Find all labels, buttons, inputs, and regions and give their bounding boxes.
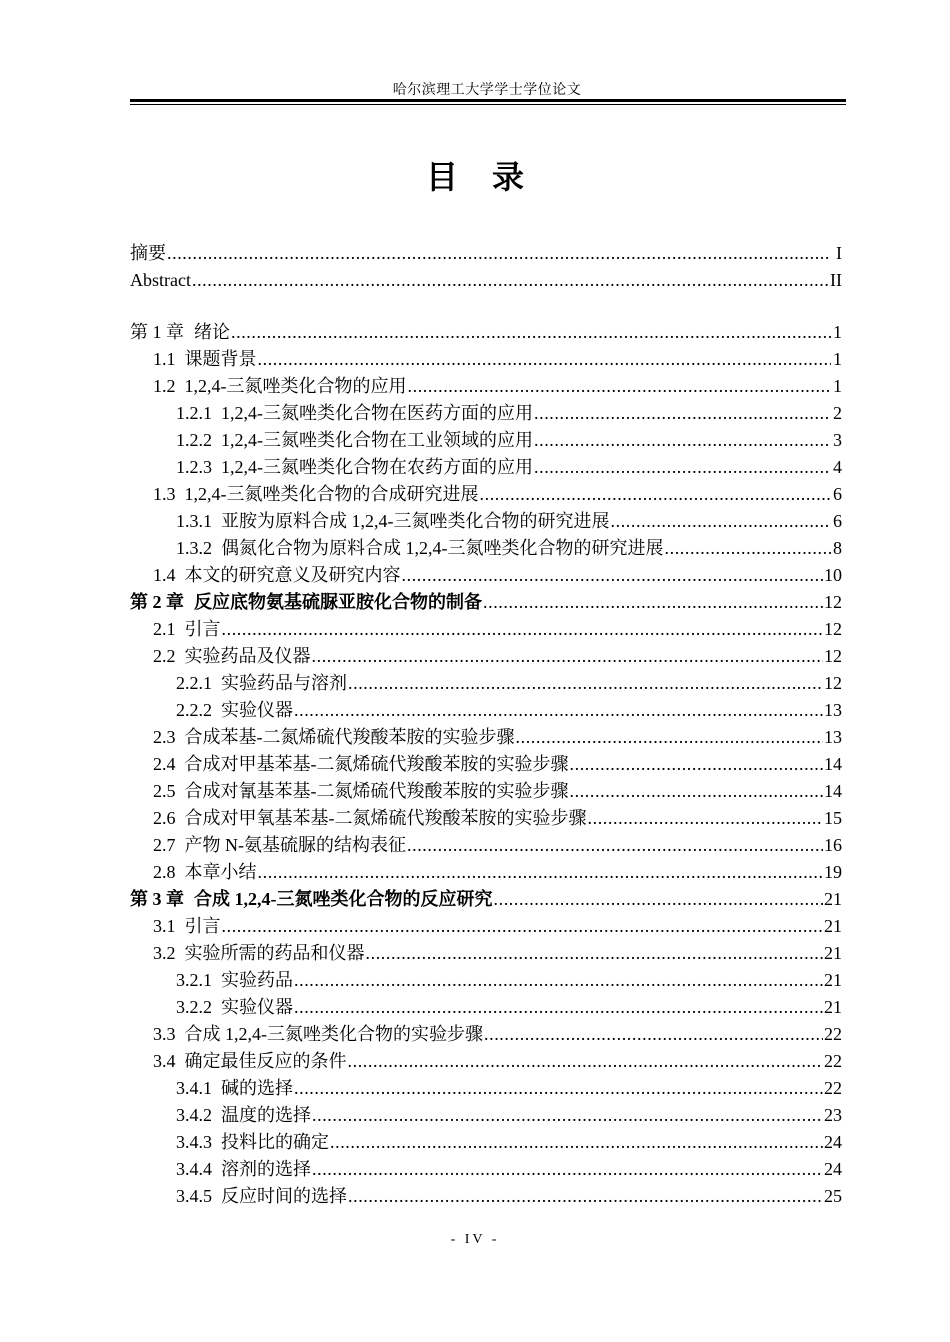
toc-entry-label: 反应时间的选择: [221, 1186, 347, 1206]
dot-leader: [258, 859, 824, 886]
toc-entry[interactable]: [130, 751, 842, 778]
dot-leader: [516, 724, 824, 751]
dot-leader: [570, 778, 824, 805]
toc-entry[interactable]: [130, 913, 842, 940]
toc-entry-number: 2.8: [153, 862, 176, 882]
toc-entry-page: 1: [833, 322, 842, 342]
dot-leader: [570, 751, 824, 778]
dot-leader: [665, 535, 832, 562]
toc-entry[interactable]: [130, 562, 842, 589]
dot-leader: [480, 481, 832, 508]
toc-entry-label: 实验药品及仪器: [184, 646, 311, 666]
dot-leader: [312, 1156, 823, 1183]
toc-entry[interactable]: [130, 1102, 842, 1129]
toc-entry-page: 23: [824, 1105, 842, 1125]
toc-entry-number: 2.7: [153, 835, 176, 855]
toc-entry-number: 2.6: [153, 808, 176, 828]
dot-leader: [494, 886, 824, 913]
dot-leader: [366, 940, 824, 967]
toc-entry-number: 1.1: [153, 349, 176, 369]
toc-entry[interactable]: [130, 481, 842, 508]
toc-entry[interactable]: [130, 346, 842, 373]
toc-entry-label: 溶剂的选择: [221, 1159, 311, 1179]
toc-entry-label: 摘要: [130, 243, 166, 263]
toc-entry-number: 3.4.3: [176, 1132, 212, 1152]
toc-entry-page: 6: [833, 511, 842, 531]
dot-leader: [408, 373, 832, 400]
dot-leader: [258, 346, 832, 373]
dot-leader: [534, 454, 831, 481]
toc-entry-page: 14: [824, 754, 842, 774]
toc-entry-number: 1.3.1: [176, 511, 212, 531]
toc-entry-label: 碱的选择: [221, 1078, 293, 1098]
toc-entry[interactable]: [130, 1021, 842, 1048]
toc-entry-number: 1.3: [153, 484, 176, 504]
toc-entry-page: 12: [824, 646, 842, 666]
toc-entry-page: 21: [824, 970, 842, 990]
toc-entry[interactable]: [130, 805, 842, 832]
toc-entry-page: 12: [824, 619, 842, 639]
toc-entry-label: 1,2,4-三氮唑类化合物在工业领域的应用: [221, 430, 533, 450]
toc-entry-page: 13: [824, 727, 842, 747]
toc-entry-page: 10: [824, 565, 842, 585]
toc-entry-label: 温度的选择: [221, 1105, 311, 1125]
dot-leader: [192, 267, 829, 294]
toc-entry-label: 引言: [184, 619, 221, 639]
dot-leader: [167, 240, 831, 267]
page-number: - IV -: [450, 1232, 500, 1247]
toc-entry[interactable]: [130, 1075, 842, 1102]
toc-entry[interactable]: [130, 994, 842, 1021]
toc-entry-label: Abstract: [130, 270, 191, 290]
toc-entry-number: 1.2.1: [176, 403, 212, 423]
toc-entry[interactable]: [130, 724, 842, 751]
toc-entry-label: 偶氮化合物为原料合成 1,2,4-三氮唑类化合物的研究进展: [221, 538, 664, 558]
toc-entry-page: II: [830, 270, 842, 290]
dot-leader: [348, 670, 823, 697]
toc-entry-number: 1.2.2: [176, 430, 212, 450]
dot-leader: [534, 427, 831, 454]
dot-leader: [294, 967, 823, 994]
toc-entry-number: 1.3.2: [176, 538, 212, 558]
toc-entry-label: 合成对氰基苯基-二氮烯硫代羧酸苯胺的实验步骤: [184, 781, 569, 801]
dot-leader: [407, 832, 823, 859]
toc-entry-number: 2.2.2: [176, 700, 212, 720]
toc-entry-label: 本文的研究意义及研究内容: [184, 565, 401, 585]
toc-entry-page: 22: [824, 1078, 842, 1098]
toc-entry[interactable]: [130, 427, 842, 454]
dot-leader: [222, 616, 824, 643]
dot-leader: [483, 589, 823, 616]
toc-entry-number: 2.2: [153, 646, 176, 666]
toc-entry-label: 课题背景: [184, 349, 257, 369]
toc-entry[interactable]: [130, 1048, 842, 1075]
toc-entry-label: 实验仪器: [221, 700, 293, 720]
toc-entry-number: 第 1 章: [130, 322, 184, 342]
toc-entry-page: 1: [833, 376, 842, 396]
toc-entry[interactable]: [130, 670, 842, 697]
toc-entry-number: 3.4.4: [176, 1159, 212, 1179]
toc-entry-label: 合成 1,2,4-三氮唑类化合物的实验步骤: [184, 1024, 483, 1044]
toc-entry-page: 12: [824, 673, 842, 693]
toc-entry[interactable]: [130, 373, 842, 400]
toc-entry-label: 实验药品与溶剂: [221, 673, 347, 693]
toc-entry-page: 4: [833, 457, 842, 477]
toc-entry-number: 3.4.2: [176, 1105, 212, 1125]
dot-leader: [231, 319, 831, 346]
toc-entry[interactable]: [130, 508, 842, 535]
toc-entry[interactable]: [130, 400, 842, 427]
toc-entry[interactable]: [130, 886, 842, 913]
page-header: 哈尔滨理工大学学士学位论文: [392, 83, 582, 98]
toc-entry-page: 16: [824, 835, 842, 855]
dot-leader: [312, 643, 824, 670]
toc-entry-label: 1,2,4-三氮唑类化合物在农药方面的应用: [221, 457, 533, 477]
toc-entry-number: 2.4: [153, 754, 176, 774]
toc-entry[interactable]: [130, 267, 842, 294]
toc-entry-label: 实验仪器: [221, 997, 293, 1017]
toc-entry-label: 实验所需的药品和仪器: [184, 943, 365, 963]
toc-entry-page: 12: [824, 592, 842, 612]
toc-entry-page: 21: [824, 889, 842, 909]
toc-entry-page: 8: [833, 538, 842, 558]
toc-entry-label: 合成 1,2,4-三氮唑类化合物的反应研究: [194, 889, 493, 909]
toc-entry-label: 1,2,4-三氮唑类化合物的合成研究进展: [184, 484, 479, 504]
dot-leader: [588, 805, 824, 832]
toc-entry-page: 6: [833, 484, 842, 504]
toc-entry-label: 1,2,4-三氮唑类化合物在医药方面的应用: [221, 403, 533, 423]
toc-entry[interactable]: [130, 643, 842, 670]
toc-entry-page: 22: [824, 1051, 842, 1071]
toc-entry-number: 2.3: [153, 727, 176, 747]
dot-leader: [484, 1021, 823, 1048]
page-title: 目录: [425, 158, 558, 196]
dot-leader: [534, 400, 831, 427]
toc-entry-number: 2.1: [153, 619, 176, 639]
toc-entry-label: 产物 N-氨基硫脲的结构表征: [184, 835, 406, 855]
toc-entry[interactable]: [130, 454, 842, 481]
toc-entry-number: 第 2 章: [130, 592, 184, 612]
toc-entry-page: 22: [824, 1024, 842, 1044]
toc-entry[interactable]: [130, 240, 842, 267]
toc-entry-number: 3.4.5: [176, 1186, 212, 1206]
toc-entry-page: 21: [824, 997, 842, 1017]
dot-leader: [402, 562, 824, 589]
toc-entry-number: 3.2.2: [176, 997, 212, 1017]
dot-leader: [330, 1129, 823, 1156]
toc-entry-label: 合成对甲氧基苯基-二氮烯硫代羧酸苯胺的实验步骤: [184, 808, 587, 828]
toc-entry-label: 反应底物氨基硫脲亚胺化合物的制备: [194, 592, 482, 612]
toc-entry-page: 2: [833, 403, 842, 423]
toc-entry-number: 1.2.3: [176, 457, 212, 477]
toc-entry-page: 25: [824, 1186, 842, 1206]
toc-entry-number: 3.4.1: [176, 1078, 212, 1098]
toc-entry[interactable]: [130, 697, 842, 724]
toc-entry[interactable]: [130, 859, 842, 886]
toc-entry-number: 2.5: [153, 781, 176, 801]
toc-entry-number: 2.2.1: [176, 673, 212, 693]
toc-entry-label: 合成对甲基苯基-二氮烯硫代羧酸苯胺的实验步骤: [184, 754, 569, 774]
toc-entry-page: 21: [824, 943, 842, 963]
toc-entry[interactable]: [130, 1129, 842, 1156]
toc-entry-label: 实验药品: [221, 970, 293, 990]
toc-entry[interactable]: [130, 967, 842, 994]
dot-leader: [312, 1102, 823, 1129]
toc-entry-page: 13: [824, 700, 842, 720]
toc-entry-page: 24: [824, 1132, 842, 1152]
toc-entry[interactable]: [130, 832, 842, 859]
toc-entry-number: 3.1: [153, 916, 176, 936]
toc-entry-label: 1,2,4-三氮唑类化合物的应用: [184, 376, 407, 396]
toc-entry-label: 确定最佳反应的条件: [184, 1051, 347, 1071]
toc-entry-page: 21: [824, 916, 842, 936]
toc-entry-number: 3.3: [153, 1024, 176, 1044]
dot-leader: [294, 1075, 823, 1102]
toc-entry-page: I: [836, 243, 842, 263]
toc-entry[interactable]: [130, 616, 842, 643]
dot-leader: [294, 697, 823, 724]
toc-entry-page: 1: [833, 349, 842, 369]
dot-leader: [348, 1048, 824, 1075]
header-rule-thin: [130, 104, 846, 105]
toc-entry[interactable]: [130, 1156, 842, 1183]
toc-entry-number: 3.2: [153, 943, 176, 963]
toc-entry-page: 15: [824, 808, 842, 828]
toc-entry-number: 3.4: [153, 1051, 176, 1071]
toc-entry-number: 1.2: [153, 376, 176, 396]
toc-entry[interactable]: [130, 535, 842, 562]
toc-entry-page: 19: [824, 862, 842, 882]
table-of-contents: [130, 240, 842, 1210]
toc-entry[interactable]: [130, 1183, 842, 1210]
toc-entry[interactable]: [130, 778, 842, 805]
toc-entry[interactable]: [130, 589, 842, 616]
dot-leader: [294, 994, 823, 1021]
toc-entry-label: 投料比的确定: [221, 1132, 329, 1152]
dot-leader: [222, 913, 824, 940]
toc-entry-label: 绪论: [194, 322, 230, 342]
toc-entry-page: 14: [824, 781, 842, 801]
toc-entry-number: 3.2.1: [176, 970, 212, 990]
toc-entry[interactable]: [130, 940, 842, 967]
toc-entry-number: 第 3 章: [130, 889, 184, 909]
dot-leader: [611, 508, 832, 535]
toc-entry-label: 引言: [184, 916, 221, 936]
toc-entry-page: 24: [824, 1159, 842, 1179]
toc-entry[interactable]: [130, 319, 842, 346]
toc-entry-label: 合成苯基-二氮烯硫代羧酸苯胺的实验步骤: [184, 727, 515, 747]
toc-entry-label: 亚胺为原料合成 1,2,4-三氮唑类化合物的研究进展: [221, 511, 610, 531]
toc-entry-page: 3: [833, 430, 842, 450]
toc-entry-label: 本章小结: [184, 862, 257, 882]
toc-entry-number: 1.4: [153, 565, 176, 585]
dot-leader: [348, 1183, 823, 1210]
header-rule: [130, 99, 846, 102]
